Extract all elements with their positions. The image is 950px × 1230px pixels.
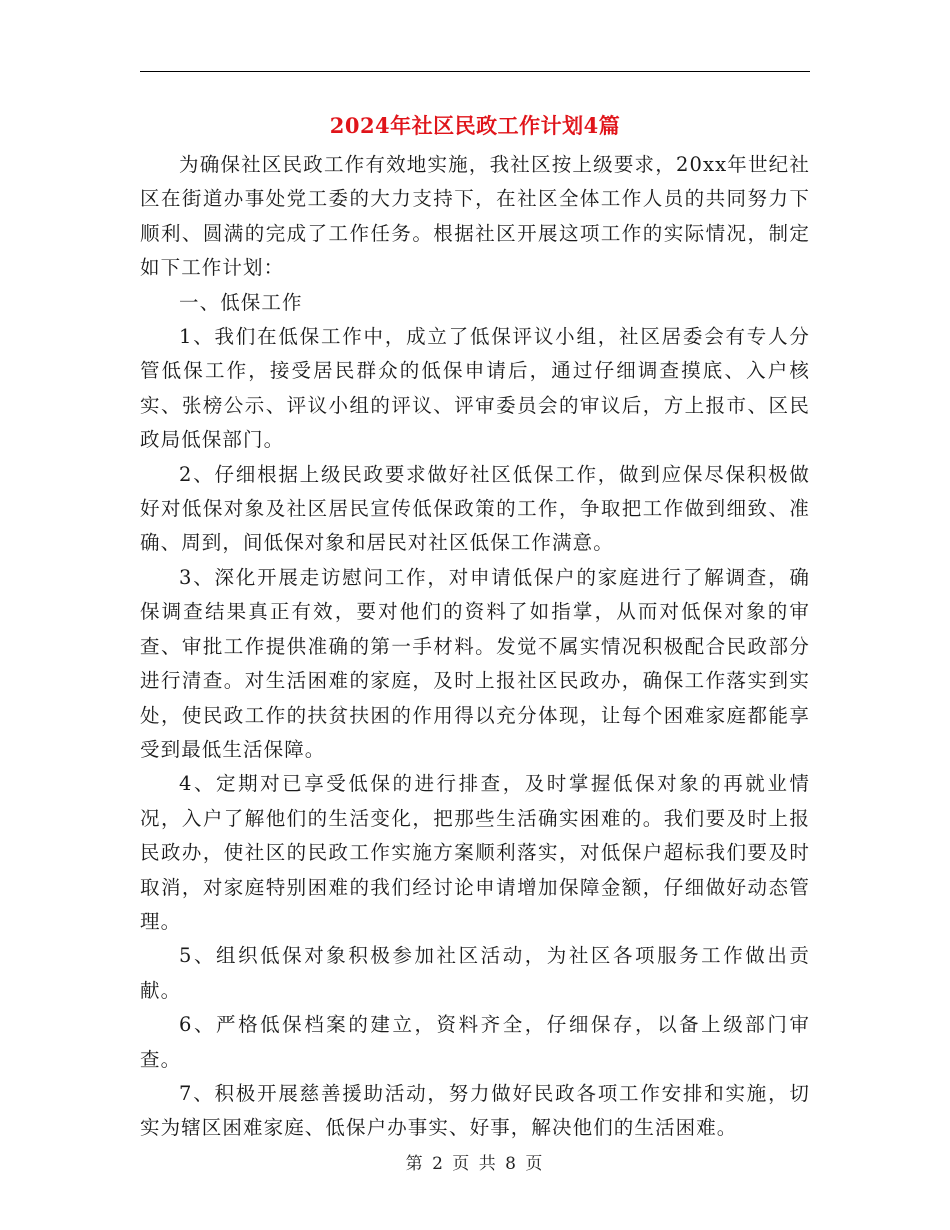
paragraph-item-6: 6、严格低保档案的建立，资料齐全，仔细保存，以备上级部门审查。 xyxy=(140,1013,810,1071)
document-body xyxy=(140,148,810,1146)
paragraph-item-3: 3、深化开展走访慰问工作，对申请低保户的家庭进行了解调查，确保调查结果真正有效，要对他们的资料了如指掌，从而对低保对象的审查、审批工作提供准确的第一手材料。发觉不属实情况积极配合民政部分进行清查。对生活困难的家庭，及时上报社区民政办，确保工作落实到实处，使民政工作的扶贫扶困的作用得以充分体现，让每个困难家庭都能享受到最低生活保障。 xyxy=(140,565,810,761)
document-title: 2024年社区民政工作计划4篇 xyxy=(329,113,621,138)
header-rule xyxy=(140,71,810,72)
paragraph-item-5: 5、组织低保对象积极参加社区活动，为社区各项服务工作做出贡献。 xyxy=(140,944,810,1002)
paragraph-item-4: 4、定期对已享受低保的进行排查，及时掌握低保对象的再就业情况，入户了解他们的生活变化，把那些生活确实困难的。我们要及时上报民政办，使社区的民政工作实施方案顺利落实，对低保户超标我们要及时取消，对家庭特别困难的我们经讨论申请增加保障金额，仔细做好动态管理。 xyxy=(140,772,810,933)
paragraph-item-7: 7、积极开展慈善援助活动，努力做好民政各项工作安排和实施，切实为辖区困难家庭、低保户办事实、好事，解决他们的生活困难。 xyxy=(140,1081,810,1140)
paragraph-item-2: 2、仔细根据上级民政要求做好社区低保工作，做到应保尽保积极做好对低保对象及社区居民宣传低保政策的工作，争取把工作做到细致、准确、周到，间低保对象和居民对社区低保工作满意。 xyxy=(140,462,810,555)
paragraph-intro: 为确保社区民政工作有效地实施，我社区按上级要求，20xx年世纪社区在街道办事处党工委的大力支持下，在社区全体工作人员的共同努力下顺利、圆满的完成了工作任务。根据社区开展这项工作的实际情况，制定如下工作计划： xyxy=(140,153,810,280)
page-number: 第 2 页 共 8 页 xyxy=(405,1154,545,1174)
section-heading-low-income: 一、低保工作 xyxy=(179,290,303,314)
paragraph-item-1: 1、我们在低保工作中，成立了低保评议小组，社区居委会有专人分管低保工作，接受居民群众的低保申请后，通过仔细调查摸底、入户核实、张榜公示、评议小组的评议、评审委员会的审议后，方上报市、区民政局低保部门。 xyxy=(140,325,810,452)
